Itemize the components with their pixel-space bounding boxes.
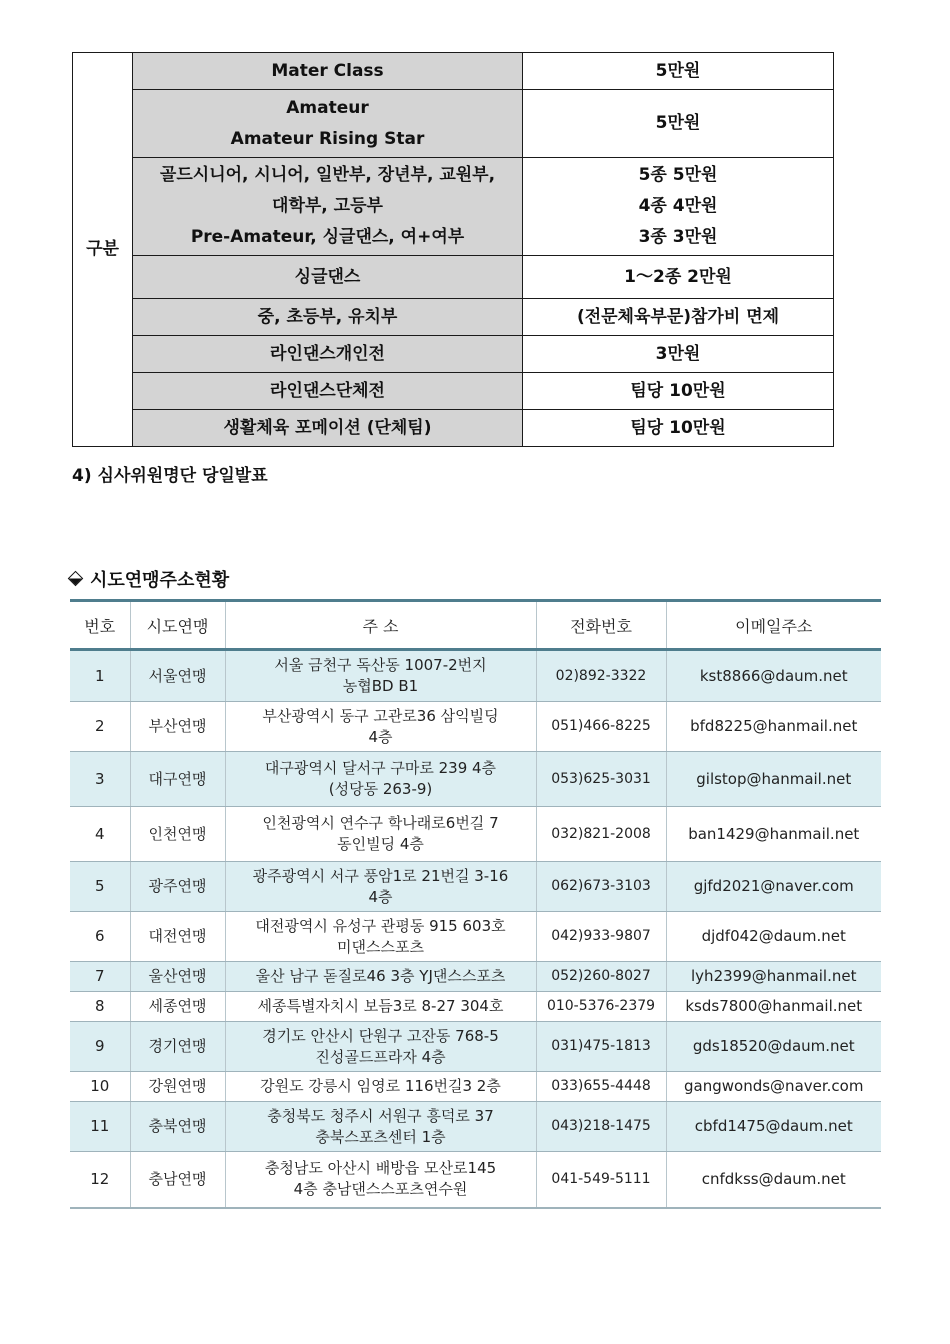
federation-email: kst8866@daum.net bbox=[666, 650, 881, 702]
federation-row bbox=[70, 1022, 881, 1072]
fee-amount-line: 5종 5만원 bbox=[638, 165, 718, 185]
federation-name: 울산연맹 bbox=[130, 962, 225, 992]
federation-name: 대전연맹 bbox=[130, 912, 225, 962]
fee-category bbox=[133, 256, 523, 299]
header-phone: 전화번호 bbox=[536, 601, 666, 650]
address-line: 대전광역시 유성구 관평동 915 603호 bbox=[255, 916, 506, 935]
fee-amount-line: 5만원 bbox=[655, 60, 701, 81]
federation-name: 부산연맹 bbox=[130, 702, 225, 752]
fee-amount bbox=[523, 299, 834, 336]
address-line: 광주광역시 서구 풍암1로 21번길 3-16 bbox=[252, 866, 509, 885]
federation-phone: 043)218-1475 bbox=[536, 1102, 666, 1152]
fee-category-line: Mater Class bbox=[271, 60, 384, 81]
federation-row bbox=[70, 807, 881, 862]
fee-category bbox=[133, 373, 523, 410]
fee-category bbox=[133, 299, 523, 336]
federation-address bbox=[225, 962, 536, 992]
fee-amount bbox=[523, 53, 834, 90]
federation-table bbox=[70, 599, 881, 1209]
fee-table bbox=[72, 52, 834, 447]
federation-table-body bbox=[70, 650, 881, 1208]
fee-table-body bbox=[73, 53, 834, 447]
header-email: 이메일주소 bbox=[666, 601, 881, 650]
fee-category-line: 골드시니어, 시니어, 일반부, 장년부, 교원부, bbox=[159, 165, 496, 185]
row-number: 9 bbox=[70, 1022, 130, 1072]
federation-row bbox=[70, 702, 881, 752]
federation-name: 인천연맹 bbox=[130, 807, 225, 862]
fee-row bbox=[73, 256, 834, 299]
fee-amount-line: 4종 4만원 bbox=[638, 196, 718, 216]
federation-address bbox=[225, 862, 536, 912]
federation-email: lyh2399@hanmail.net bbox=[666, 962, 881, 992]
federation-address bbox=[225, 992, 536, 1022]
row-number: 1 bbox=[70, 650, 130, 702]
fee-amount bbox=[523, 336, 834, 373]
federation-phone: 031)475-1813 bbox=[536, 1022, 666, 1072]
address-line: (성당동 263-9) bbox=[328, 780, 433, 798]
address-line: 인천광역시 연수구 학나래로6번길 7 bbox=[262, 814, 499, 832]
fee-category-line: 대학부, 고등부 bbox=[272, 196, 383, 216]
address-line: 충청남도 아산시 배방읍 모산로145 bbox=[264, 1159, 497, 1178]
row-number: 4 bbox=[70, 807, 130, 862]
federation-email: ksds7800@hanmail.net bbox=[666, 992, 881, 1022]
address-line: 서울 금천구 독산동 1007-2번지 bbox=[274, 656, 487, 674]
federation-phone: 041-549-5111 bbox=[536, 1152, 666, 1208]
address-line: 울산 남구 돋질로46 3층 YJ댄스스포츠 bbox=[255, 967, 506, 985]
federation-row bbox=[70, 650, 881, 702]
fee-category-line: 생활체육 포메이션 (단체팀) bbox=[223, 417, 432, 438]
federation-address bbox=[225, 912, 536, 962]
federation-address bbox=[225, 1022, 536, 1072]
fee-amount bbox=[523, 158, 834, 256]
header-address: 주 소 bbox=[225, 601, 536, 650]
fee-row bbox=[73, 410, 834, 447]
address-line: 세종특별자치시 보듬3로 8-27 304호 bbox=[257, 997, 504, 1015]
federation-name: 세종연맹 bbox=[130, 992, 225, 1022]
federation-row bbox=[70, 1152, 881, 1208]
federation-address bbox=[225, 650, 536, 702]
federation-name: 대구연맹 bbox=[130, 752, 225, 807]
federation-email: ban1429@hanmail.net bbox=[666, 807, 881, 862]
federation-row bbox=[70, 862, 881, 912]
federation-row bbox=[70, 962, 881, 992]
fee-amount-line: 3만원 bbox=[655, 343, 701, 364]
row-number: 8 bbox=[70, 992, 130, 1022]
row-number: 5 bbox=[70, 862, 130, 912]
federation-row bbox=[70, 1072, 881, 1102]
row-number: 11 bbox=[70, 1102, 130, 1152]
header-federation: 시도연맹 bbox=[130, 601, 225, 650]
fee-amount-line: 팀당 10만원 bbox=[630, 417, 726, 438]
fee-amount-line: 5만원 bbox=[655, 113, 701, 133]
address-line: 경기도 안산시 단원구 고잔동 768-5 bbox=[262, 1026, 499, 1045]
federation-email: gilstop@hanmail.net bbox=[666, 752, 881, 807]
address-line: 진성골드프라자 4층 bbox=[315, 1047, 446, 1066]
federation-email: bfd8225@hanmail.net bbox=[666, 702, 881, 752]
federation-address bbox=[225, 702, 536, 752]
fee-amount-line: (전문체육부문)참가비 면제 bbox=[576, 306, 780, 327]
federation-address bbox=[225, 1152, 536, 1208]
address-line: 동인빌딩 4층 bbox=[337, 835, 424, 853]
fee-category bbox=[133, 158, 523, 256]
federation-phone: 033)655-4448 bbox=[536, 1072, 666, 1102]
fee-amount bbox=[523, 373, 834, 410]
federation-email: djdf042@daum.net bbox=[666, 912, 881, 962]
header-number: 번호 bbox=[70, 601, 130, 650]
fee-amount-line: 1～2종 2만원 bbox=[624, 266, 732, 287]
address-line: 4층 충남댄스스포츠연수원 bbox=[293, 1180, 468, 1199]
federation-email: gangwonds@naver.com bbox=[666, 1072, 881, 1102]
federation-row bbox=[70, 752, 881, 807]
fee-amount-line: 팀당 10만원 bbox=[630, 380, 726, 401]
federation-phone: 010-5376-2379 bbox=[536, 992, 666, 1022]
fee-row bbox=[73, 53, 834, 90]
row-number: 12 bbox=[70, 1152, 130, 1208]
address-line: 농협BD B1 bbox=[342, 677, 419, 695]
fee-amount bbox=[523, 410, 834, 447]
group-label: 구분 bbox=[73, 53, 133, 447]
federation-phone: 042)933-9807 bbox=[536, 912, 666, 962]
fee-category-line: Amateur bbox=[286, 97, 369, 118]
federation-name: 충남연맹 bbox=[130, 1152, 225, 1208]
fee-amount bbox=[523, 90, 834, 158]
federation-name: 강원연맹 bbox=[130, 1072, 225, 1102]
row-number: 6 bbox=[70, 912, 130, 962]
row-number: 10 bbox=[70, 1072, 130, 1102]
federation-name: 경기연맹 bbox=[130, 1022, 225, 1072]
federation-email: gjfd2021@naver.com bbox=[666, 862, 881, 912]
fee-row bbox=[73, 90, 834, 158]
address-line: 강원도 강릉시 임영로 116번길3 2층 bbox=[260, 1077, 501, 1095]
judges-note: 4) 심사위원명단 당일발표 bbox=[72, 466, 268, 486]
federation-phone: 051)466-8225 bbox=[536, 702, 666, 752]
row-number: 3 bbox=[70, 752, 130, 807]
fee-category bbox=[133, 53, 523, 90]
federation-name: 충북연맹 bbox=[130, 1102, 225, 1152]
address-line: 부산광역시 동구 고관로36 삼익빌딩 bbox=[262, 706, 499, 725]
fee-amount bbox=[523, 256, 834, 299]
federation-header-row bbox=[70, 601, 881, 650]
address-line: 충청북도 청주시 서원구 흥덕로 37 bbox=[267, 1106, 494, 1125]
federation-email: cbfd1475@daum.net bbox=[666, 1102, 881, 1152]
federation-address bbox=[225, 807, 536, 862]
federation-name: 서울연맹 bbox=[130, 650, 225, 702]
federation-email: cnfdkss@daum.net bbox=[666, 1152, 881, 1208]
fee-category bbox=[133, 336, 523, 373]
address-line: 충북스포츠센터 1층 bbox=[315, 1127, 446, 1146]
federation-row bbox=[70, 1102, 881, 1152]
fee-category-line: Pre-Amateur, 싱글댄스, 여+여부 bbox=[190, 227, 465, 247]
fee-category-line: 싱글댄스 bbox=[294, 266, 361, 287]
federation-phone: 032)821-2008 bbox=[536, 807, 666, 862]
row-number: 2 bbox=[70, 702, 130, 752]
federation-address bbox=[225, 1102, 536, 1152]
fee-category-line: 라인댄스개인전 bbox=[270, 343, 385, 364]
federation-phone: 053)625-3031 bbox=[536, 752, 666, 807]
fee-category bbox=[133, 410, 523, 447]
diamond-bullet-icon bbox=[70, 573, 82, 585]
fee-row bbox=[73, 158, 834, 256]
fee-amount-line: 3종 3만원 bbox=[638, 227, 718, 247]
federation-email: gds18520@daum.net bbox=[666, 1022, 881, 1072]
address-line: 4층 bbox=[368, 887, 393, 906]
fee-row bbox=[73, 373, 834, 410]
fee-row bbox=[73, 336, 834, 373]
fee-row bbox=[73, 299, 834, 336]
section-title bbox=[70, 566, 229, 592]
federation-phone: 02)892-3322 bbox=[536, 650, 666, 702]
federation-phone: 062)673-3103 bbox=[536, 862, 666, 912]
federation-address bbox=[225, 752, 536, 807]
federation-row bbox=[70, 912, 881, 962]
federation-row bbox=[70, 992, 881, 1022]
fee-category bbox=[133, 90, 523, 158]
federation-address bbox=[225, 1072, 536, 1102]
fee-category-line: 중, 초등부, 유치부 bbox=[257, 306, 398, 327]
federation-name: 광주연맹 bbox=[130, 862, 225, 912]
fee-category-line: Amateur Rising Star bbox=[230, 128, 425, 149]
row-number: 7 bbox=[70, 962, 130, 992]
address-line: 4층 bbox=[368, 727, 393, 746]
federation-phone: 052)260-8027 bbox=[536, 962, 666, 992]
address-line: 대구광역시 달서구 구마로 239 4층 bbox=[264, 759, 497, 777]
fee-category-line: 라인댄스단체전 bbox=[270, 380, 385, 401]
address-line: 미댄스스포츠 bbox=[337, 937, 424, 956]
section-title-text: 시도연맹주소현황 bbox=[90, 570, 230, 591]
